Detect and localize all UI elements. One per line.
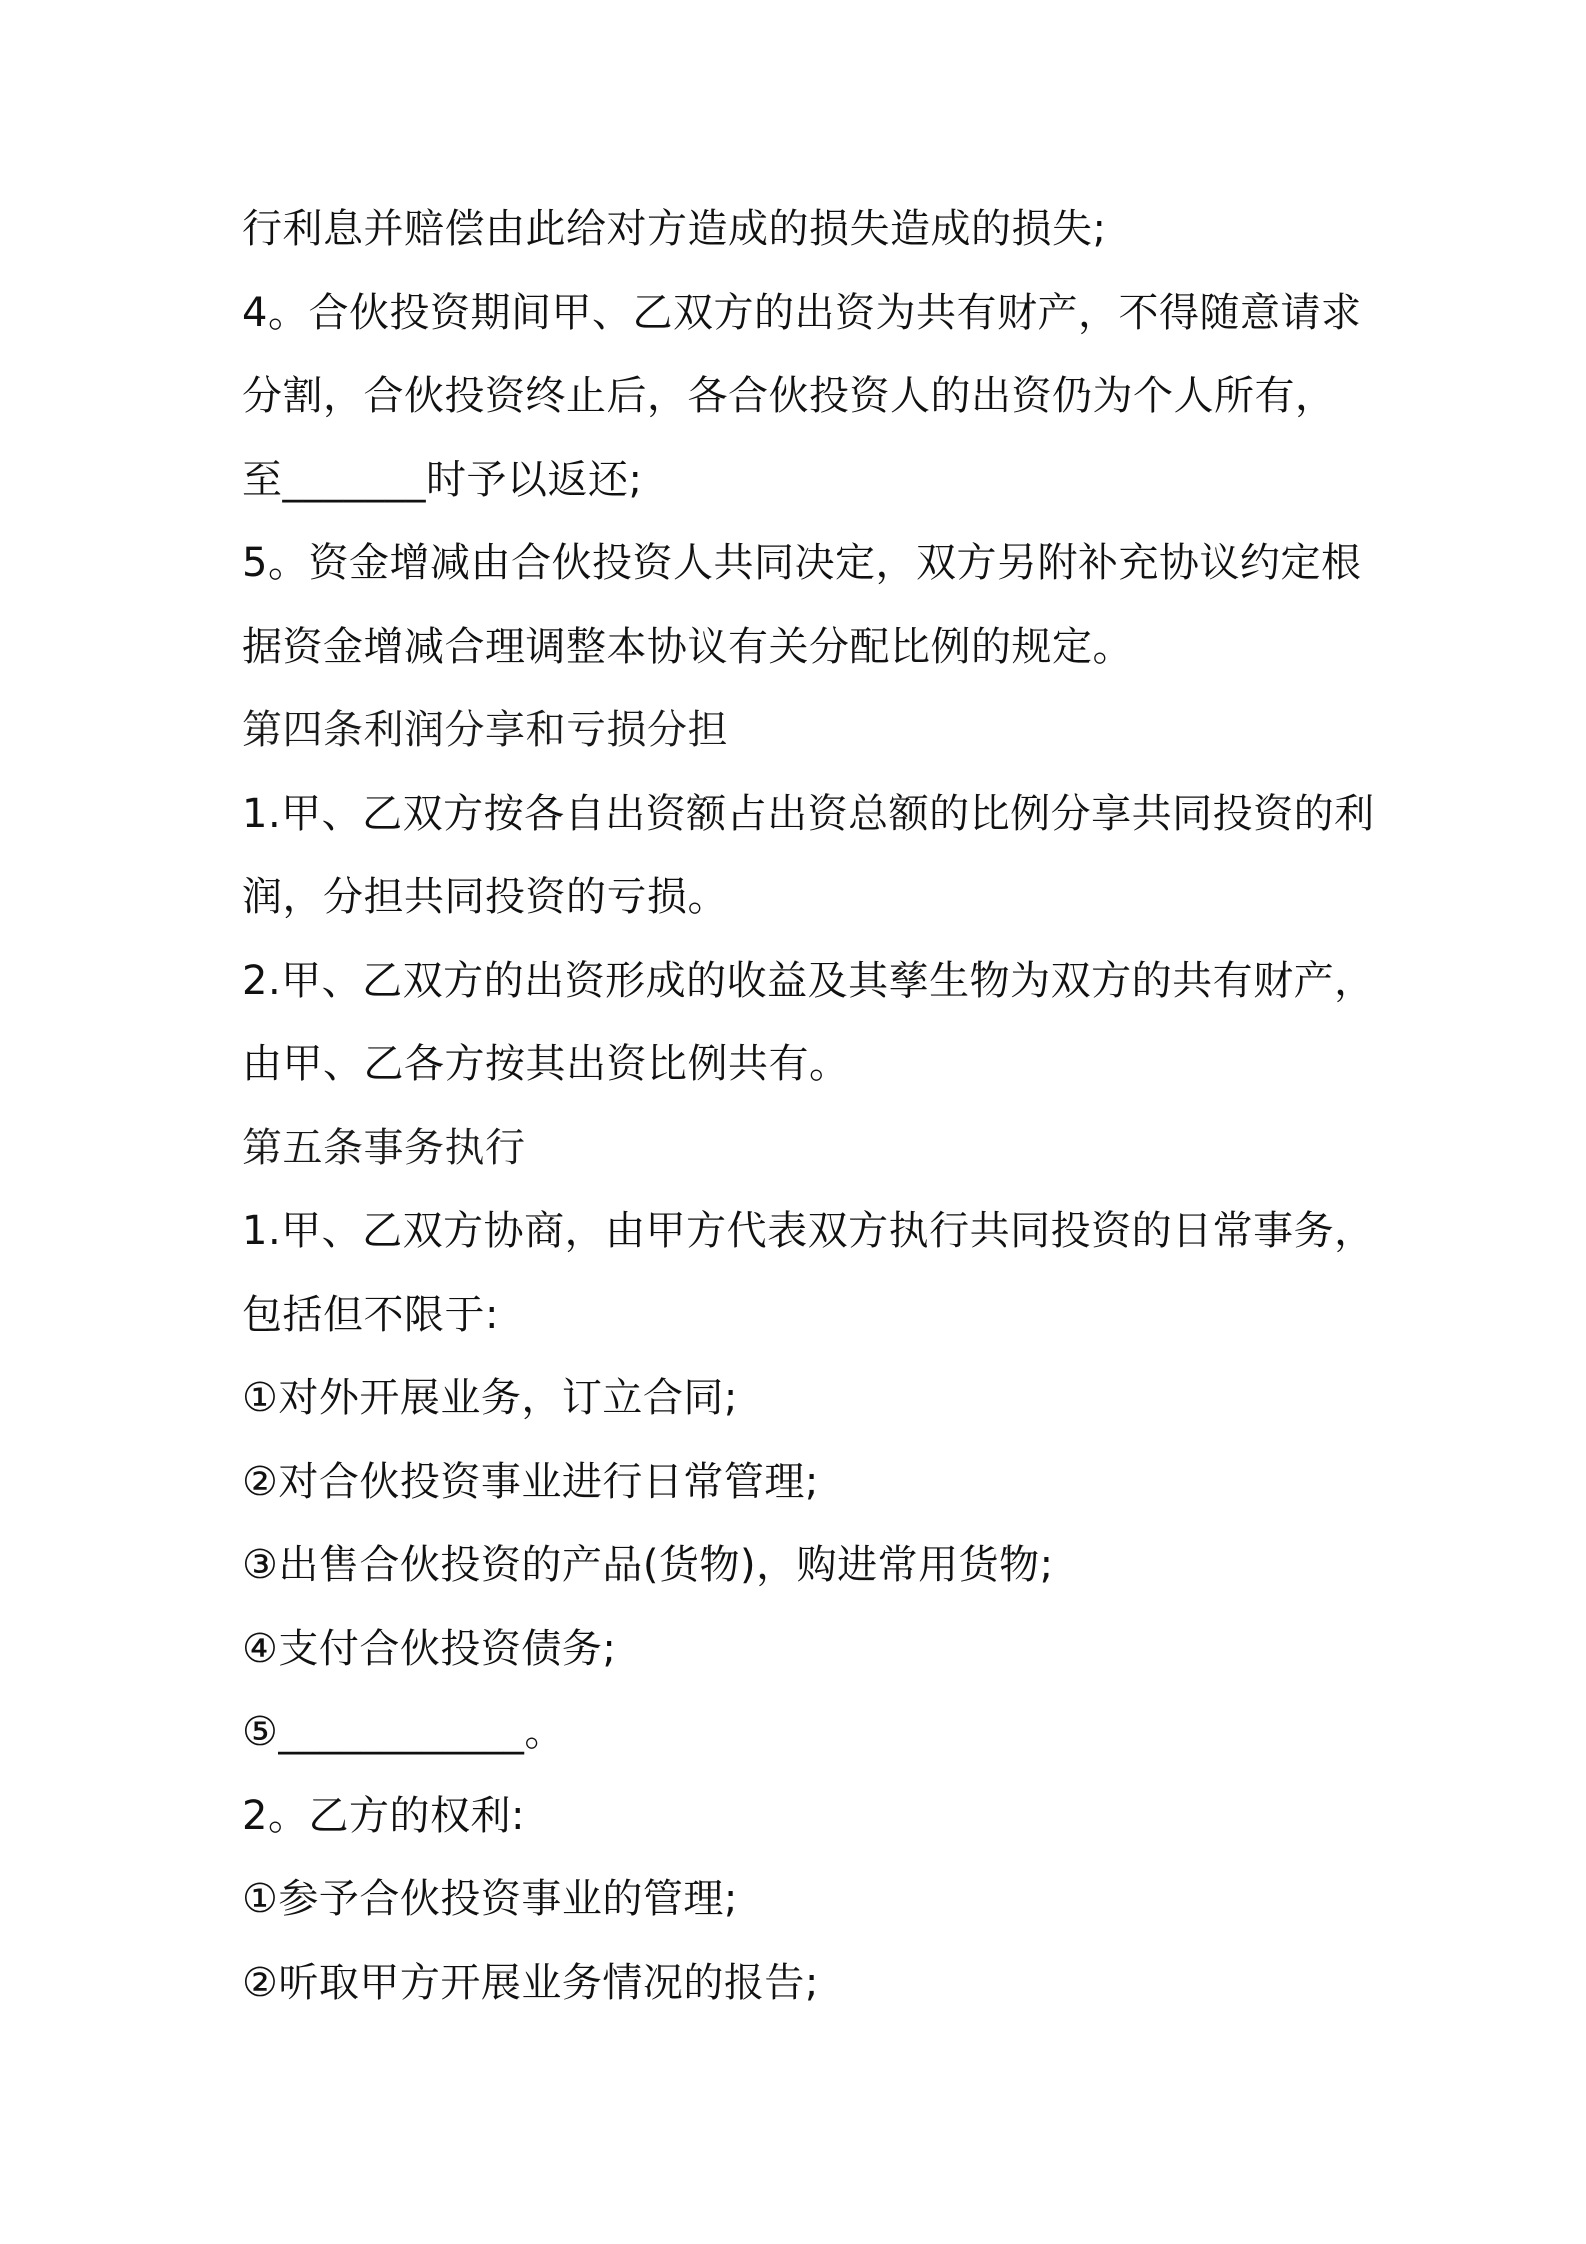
text-line: 5。资金增减由合伙投资人共同决定，双方另附补充协议约定根 [242, 540, 1362, 586]
list-item: ②对合伙投资事业进行日常管理; [242, 1458, 819, 1505]
text-line: 4。合伙投资期间甲、乙双方的出资为共有财产，不得随意请求 [242, 289, 1362, 336]
text-line: 至_______时予以返还; [242, 456, 643, 503]
list-item: ⑤____________。 [242, 1709, 565, 1755]
text-line: 包括但不限于: [242, 1291, 499, 1338]
text-line: 据资金增减合理调整本协议有关分配比例的规定。 [242, 623, 1133, 670]
text-line: 润，分担共同投资的亏损。 [242, 874, 728, 920]
text-line: 由甲、乙各方按其出资比例共有。 [242, 1041, 850, 1087]
list-item: ③出售合伙投资的产品(货物)，购进常用货物; [242, 1542, 1054, 1588]
text-line: 分割，合伙投资终止后，各合伙投资人的出资仍为个人所有， [242, 373, 1336, 419]
document-body [242, 188, 1375, 2025]
text-line: 1.甲、乙双方协商，由甲方代表双方执行共同投资的日常事务， [242, 1208, 1375, 1254]
text-line: 1.甲、乙双方按各自出资额占出资总额的比例分享共同投资的利 [242, 790, 1375, 837]
list-item: ①对外开展业务，订立合同; [242, 1375, 738, 1421]
text-line: 2.甲、乙双方的出资形成的收益及其孳生物为双方的共有财产， [242, 957, 1375, 1004]
list-item: ④支付合伙投资债务; [242, 1625, 617, 1672]
section-heading: 第五条事务执行 [242, 1124, 526, 1171]
list-item: ②听取甲方开展业务情况的报告; [242, 1959, 819, 2006]
text-line: 行利息并赔偿由此给对方造成的损失造成的损失; [242, 206, 1107, 252]
section-heading: 第四条利润分享和亏损分担 [242, 707, 728, 753]
list-item: ①参予合伙投资事业的管理; [242, 1876, 738, 1922]
text-line: 2。乙方的权利: [242, 1792, 525, 1839]
